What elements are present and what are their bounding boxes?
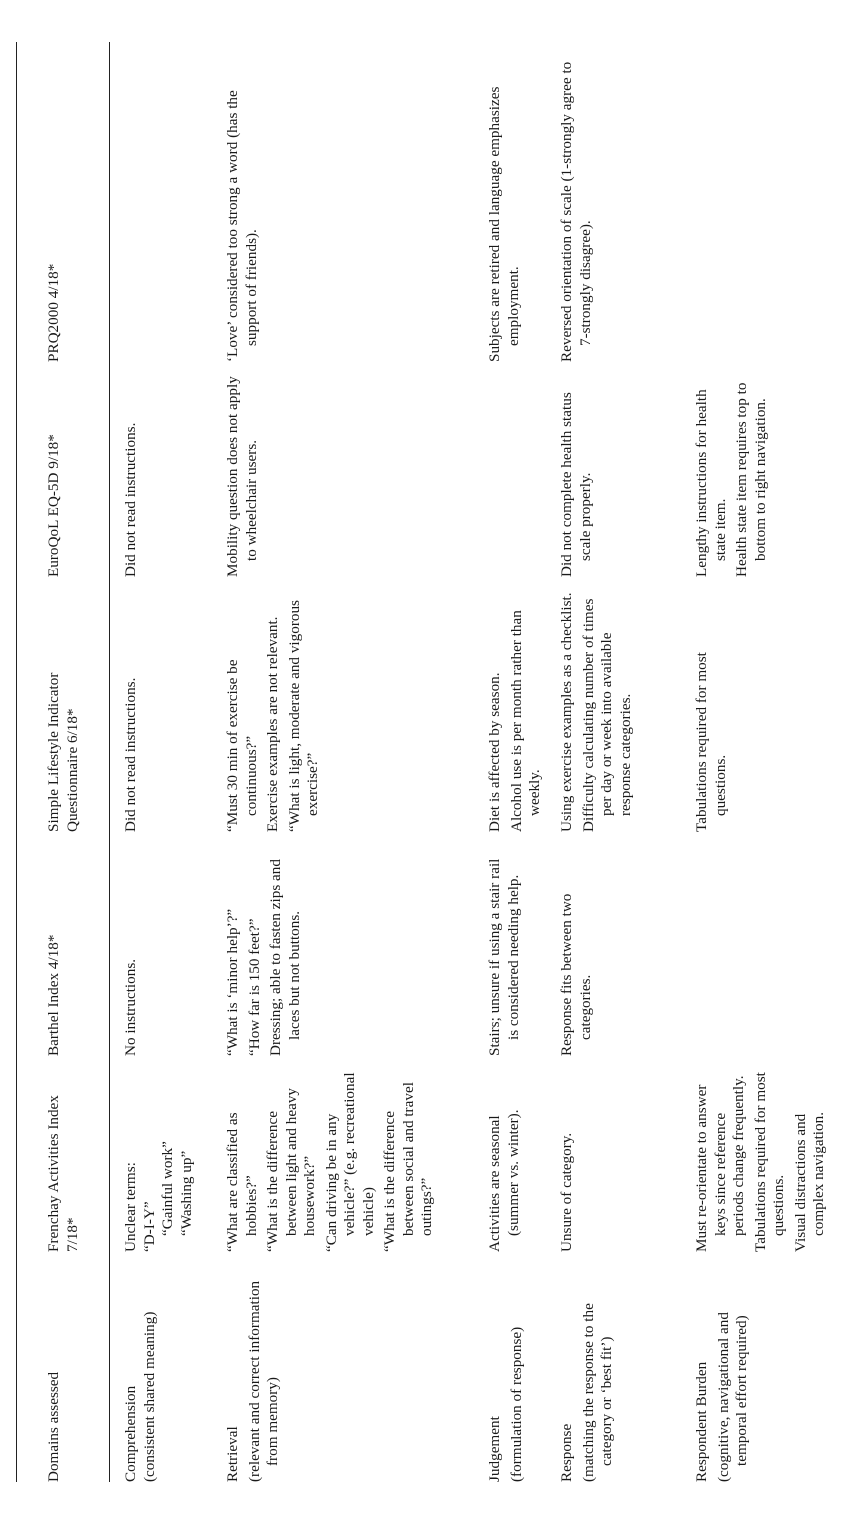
- eq5d-cell: [486, 362, 558, 577]
- cell-text: Unsure of category.: [558, 1132, 575, 1252]
- domain-cell: [110, 1252, 225, 1482]
- cell-text: “What is the difference between social and travel outings?”: [381, 1082, 435, 1252]
- domain-subtitle: (matching the response to the category or ‘best fit’): [579, 1303, 615, 1482]
- header-frenchay: Frenchay Activities Index 7/18*: [17, 1056, 110, 1252]
- rotated-table-container: [16, 42, 836, 1482]
- header-domains: Domains assessed: [17, 1252, 110, 1482]
- cell-text: Stairs; unsure if using a stair rail is considered needing help.: [486, 858, 522, 1056]
- domain-cell: [224, 1252, 486, 1482]
- frenchay-cell: [558, 1056, 693, 1252]
- domain-title: Judgement: [486, 1416, 503, 1482]
- cell-text: “Must 30 min of exercise be continuous?”: [224, 659, 260, 832]
- cell-text: No instructions.: [122, 958, 139, 1056]
- cell-text: “What is the difference between light and heavy housework?”: [264, 1087, 318, 1252]
- table-row: [110, 42, 225, 1482]
- table-row: [224, 42, 486, 1482]
- slip-cell: [486, 577, 558, 832]
- cell-text: Diet is affected by season.: [486, 672, 503, 832]
- cell-text: “D-I-Y”: [140, 1201, 158, 1252]
- cell-text: Lengthy instructions for health state item.: [693, 389, 729, 577]
- cell-text: Subjects are retired and language emphasizes employment.: [486, 86, 522, 362]
- domain-cell: [558, 1252, 693, 1482]
- frenchay-cell: [224, 1056, 486, 1252]
- domain-title: Comprehension: [122, 1385, 139, 1482]
- slip-cell: [110, 577, 225, 832]
- slip-cell: [693, 577, 860, 832]
- cell-text: Reversed orientation of scale (1-strongly agree to 7-strongly disagree).: [558, 61, 594, 362]
- cell-text: Did not read instructions.: [122, 677, 139, 832]
- cell-text: Activities are seasonal (summer vs. winter).: [486, 1109, 522, 1252]
- cell-text: Using exercise examples as a checklist.: [558, 592, 575, 832]
- prq-cell: [486, 42, 558, 362]
- eq5d-cell: [558, 362, 693, 577]
- cell-text: Difficulty calculating number of times per day or week into available response categories.: [579, 598, 634, 832]
- barthel-cell: [486, 832, 558, 1056]
- frenchay-cell: [110, 1056, 225, 1252]
- cell-text: Did not complete health status scale properly.: [558, 392, 594, 577]
- cell-text: “Can driving be in any vehicle?” (e.g. recreational vehicle): [322, 1072, 377, 1252]
- domain-subtitle: (formulation of response): [507, 1326, 525, 1482]
- cell-text: “How far is 150 feet?”: [245, 918, 263, 1056]
- cell-text: “What is ‘minor help’?”: [224, 908, 241, 1056]
- prq-cell: [110, 42, 225, 362]
- cell-text: Did not read instructions.: [122, 422, 139, 577]
- table-row: [693, 42, 860, 1482]
- cell-text: Dressing; able to fasten zips and laces but not buttons.: [267, 859, 303, 1056]
- frenchay-cell: [693, 1056, 860, 1252]
- cell-text: “Gainful work”: [159, 1141, 176, 1236]
- questionnaire-issues-table: [16, 42, 860, 1482]
- cell-text: Mobility question does not apply to wheelchair users.: [224, 376, 260, 577]
- domain-cell: [693, 1252, 860, 1482]
- cell-text: Alcohol use is per month rather than weekly.: [507, 610, 543, 832]
- table-row: [558, 42, 693, 1482]
- cell-text: Unclear terms:: [122, 1162, 139, 1252]
- cell-text: Exercise examples are not relevant.: [264, 616, 281, 832]
- domain-title: Retrieval: [224, 1426, 241, 1482]
- slip-cell: [224, 577, 486, 832]
- barthel-cell: [558, 832, 693, 1056]
- domain-subtitle: (consistent shared meaning): [140, 1311, 158, 1482]
- barthel-cell: [110, 832, 225, 1056]
- cell-text: “What is light, moderate and vigorous exercise?”: [285, 600, 321, 832]
- prq-cell: [693, 42, 860, 362]
- eq5d-cell: [693, 362, 860, 577]
- cell-text: Response fits between two categories.: [558, 893, 594, 1056]
- prq-cell: [224, 42, 486, 362]
- domain-title: Respondent Burden: [693, 1361, 710, 1482]
- cell-text: Tabulations required for most questions.: [751, 1072, 787, 1252]
- cell-text: Must re-orientate to answer keys since reference periods change frequently.: [693, 1075, 747, 1252]
- barthel-cell: [693, 832, 860, 1056]
- header-prq: PRQ2000 4/18*: [17, 42, 110, 362]
- frenchay-cell: [486, 1056, 558, 1252]
- domain-cell: [486, 1252, 558, 1482]
- eq5d-cell: [110, 362, 225, 577]
- domain-title: Response: [558, 1423, 575, 1482]
- cell-text: Visual distractions and complex navigation.: [791, 1112, 827, 1252]
- cell-text: “What are classified as hobbies?”: [224, 1112, 260, 1252]
- header-slip: Simple Lifestyle Indicator Questionnaire 6/18*: [17, 577, 110, 832]
- header-barthel: Barthel Index 4/18*: [17, 832, 110, 1056]
- eq5d-cell: [224, 362, 486, 577]
- table-header-row: [17, 42, 110, 1482]
- domain-subtitle: (cognitive, navigational and temporal effort required): [714, 1312, 750, 1482]
- cell-text: “Washing up”: [177, 1150, 195, 1236]
- slip-cell: [558, 577, 693, 832]
- cell-text: ‘Love’ considered too strong a word (has the support of friends).: [224, 90, 260, 362]
- prq-cell: [558, 42, 693, 362]
- domain-subtitle: (relevant and correct information from memory): [245, 1280, 281, 1482]
- table-row: [486, 42, 558, 1482]
- cell-text: Health state item requires top to bottom to right navigation.: [733, 382, 769, 577]
- barthel-cell: [224, 832, 486, 1056]
- cell-text: Tabulations required for most questions.: [693, 652, 729, 832]
- header-eq5d: EuroQoL EQ-5D 9/18*: [17, 362, 110, 577]
